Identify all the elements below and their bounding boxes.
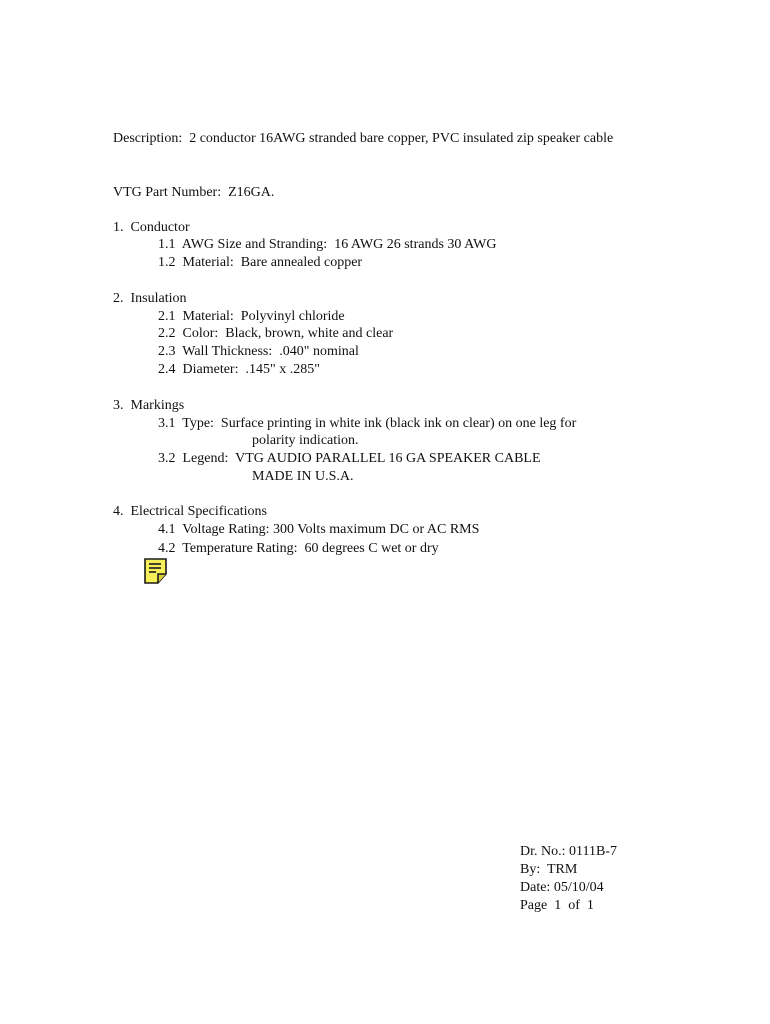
spec-item: 1.2 Material: Bare annealed copper: [158, 255, 363, 270]
spec-item: 3.2 Legend: VTG AUDIO PARALLEL 16 GA SPEAKER CABLE: [158, 451, 541, 466]
spec-item-continuation: polarity indication.: [252, 433, 359, 448]
spec-item: 4.1 Voltage Rating: 300 Volts maximum DC or AC RMS: [158, 522, 480, 537]
sticky-note-icon[interactable]: [144, 558, 168, 584]
spec-item: 2.3 Wall Thickness: .040" nominal: [158, 344, 359, 359]
drawing-number: Dr. No.: 0111B-7: [520, 844, 617, 859]
section-heading-markings: 3. Markings: [113, 398, 185, 413]
spec-item: 3.1 Type: Surface printing in white ink (black ink on clear) on one leg for: [158, 416, 577, 431]
description-line: Description: 2 conductor 16AWG stranded bare copper, PVC insulated zip speaker cable: [113, 131, 614, 146]
spec-item: 2.4 Diameter: .145" x .285": [158, 362, 320, 377]
spec-item: 2.1 Material: Polyvinyl chloride: [158, 309, 345, 324]
part-number-line: VTG Part Number: Z16GA.: [113, 185, 275, 200]
drawn-by: By: TRM: [520, 862, 578, 877]
spec-item: 4.2 Temperature Rating: 60 degrees C wet or dry: [158, 541, 439, 556]
section-heading-insulation: 2. Insulation: [113, 291, 187, 306]
drawing-date: Date: 05/10/04: [520, 880, 604, 895]
spec-item: 2.2 Color: Black, brown, white and clear: [158, 326, 394, 341]
drawing-info-block: [520, 843, 617, 915]
spec-item-continuation: MADE IN U.S.A.: [252, 469, 354, 484]
section-heading-conductor: 1. Conductor: [113, 220, 190, 235]
section-heading-electrical: 4. Electrical Specifications: [113, 504, 267, 519]
page-number: Page 1 of 1: [520, 898, 594, 913]
spec-item: 1.1 AWG Size and Stranding: 16 AWG 26 strands 30 AWG: [158, 237, 497, 252]
